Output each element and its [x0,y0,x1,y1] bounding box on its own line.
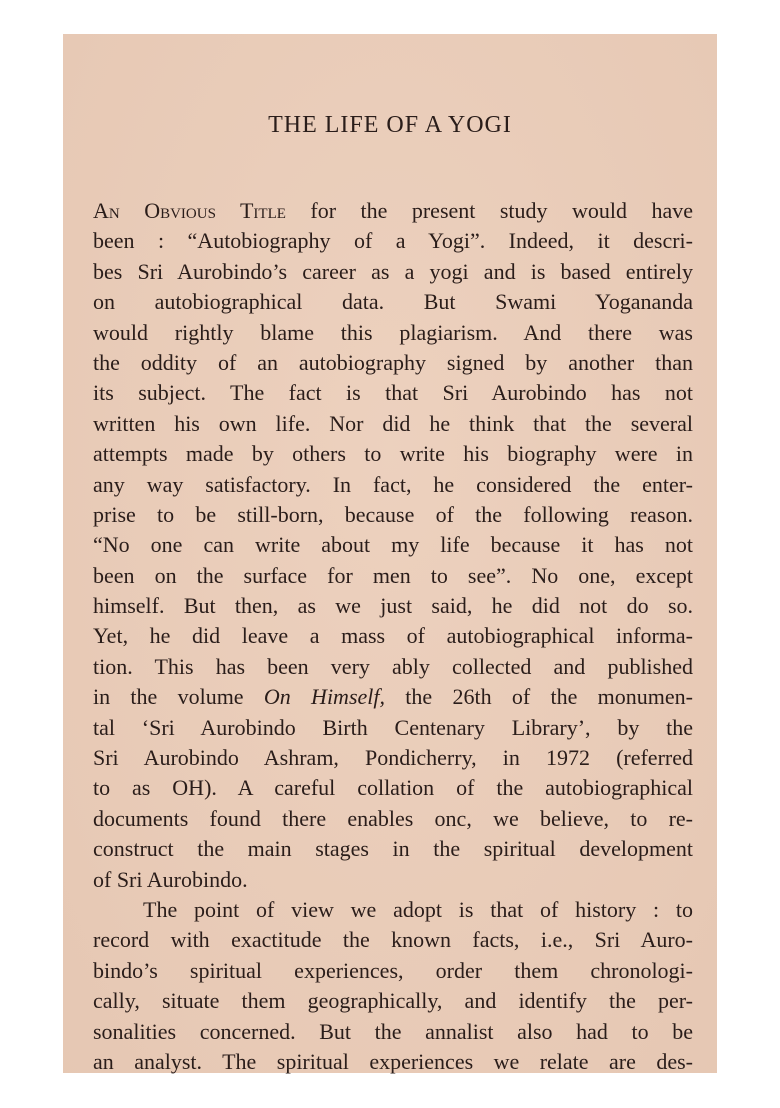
text-line [93,834,693,864]
text-line [93,986,693,1016]
text-segment: been on the surface for men to see”. No one, except [93,562,693,588]
text-segment: himself. But then, as we just said, he did not do so. [93,593,693,619]
text-line [93,439,693,469]
text-line [93,470,693,500]
text-segment: tion. This has been very ably collected and published [93,653,693,679]
text-segment: in the volume [93,684,264,710]
text-line [93,925,693,955]
text-segment: tal ‘Sri Aurobindo Birth Centenary Library’, by the [93,714,693,740]
text-segment: of Sri Aurobindo. [93,866,248,892]
text-line [93,409,693,439]
text-line [93,804,693,834]
text-segment: to as OH). A careful collation of the autobiographical [93,775,693,801]
text-segment: would rightly blame this plagiarism. And there was [93,319,693,345]
text-line [93,561,693,591]
text-segment: the oddity of an autobiography signed by another than [93,349,693,375]
text-segment: been : “Autobiography of a Yogi”. Indeed, it descri- [93,228,693,254]
text-segment: “No one can write about my life because it has not [93,532,693,558]
text-segment: for the present study would have [285,198,693,223]
text-segment: cally, situate them geographically, and identify the per- [93,988,693,1014]
text-segment: attempts made by others to write his biography were in [93,441,693,467]
text-line [93,287,693,317]
text-segment: documents found there enables onc, we believe, to re- [93,805,693,831]
text-line [93,621,693,651]
text-line [93,1047,693,1077]
text-segment: sonalities concerned. But the annalist also had to be [93,1018,693,1044]
text-line [93,1017,693,1047]
text-line [93,956,693,986]
text-line [93,226,693,256]
text-segment: construct the main stages in the spiritual development [93,836,693,862]
italic-title: On Himself, [263,684,385,710]
text-segment: The point of view we adopt is that of history : to [143,896,693,922]
text-segment: Sri Aurobindo Ashram, Pondicherry, in 1972 (referred [93,745,693,771]
text-segment: on autobiographical data. But Swami Yogananda [93,289,693,315]
text-line [93,895,693,925]
text-segment: bindo’s spiritual experiences, order them chronologi- [93,957,693,983]
text-segment: prise to be still-born, because of the following reason. [93,501,693,527]
chapter-title: THE LIFE OF A YOGI [268,112,512,138]
text-segment: an analyst. The spiritual experiences we relate are des- [93,1048,693,1074]
text-line [93,591,693,621]
text-line [93,318,693,348]
text-line [93,196,693,226]
text-line [93,682,693,712]
text-segment: record with exactitude the known facts, i.e., Sri Auro- [93,927,693,953]
text-segment: bes Sri Aurobindo’s career as a yogi and is based entirely [93,258,693,284]
text-line [93,652,693,682]
text-line [93,257,693,287]
text-segment: its subject. The fact is that Sri Aurobindo has not [93,380,693,406]
text-line [93,773,693,803]
text-line [93,530,693,560]
text-segment: Yet, he did leave a mass of autobiographical informa- [93,623,693,649]
text-segment: any way satisfactory. In fact, he considered the enter- [93,471,693,497]
text-line [93,500,693,530]
text-line [93,348,693,378]
text-line [93,865,693,895]
text-segment: the 26th of the monumen- [385,684,693,710]
text-line [93,378,693,408]
body-text [93,196,693,1077]
small-caps-opening: An Obvious Title [93,198,286,223]
text-line [93,743,693,773]
book-page [63,34,717,1073]
text-segment: written his own life. Nor did he think that the several [93,410,693,436]
text-line [93,713,693,743]
